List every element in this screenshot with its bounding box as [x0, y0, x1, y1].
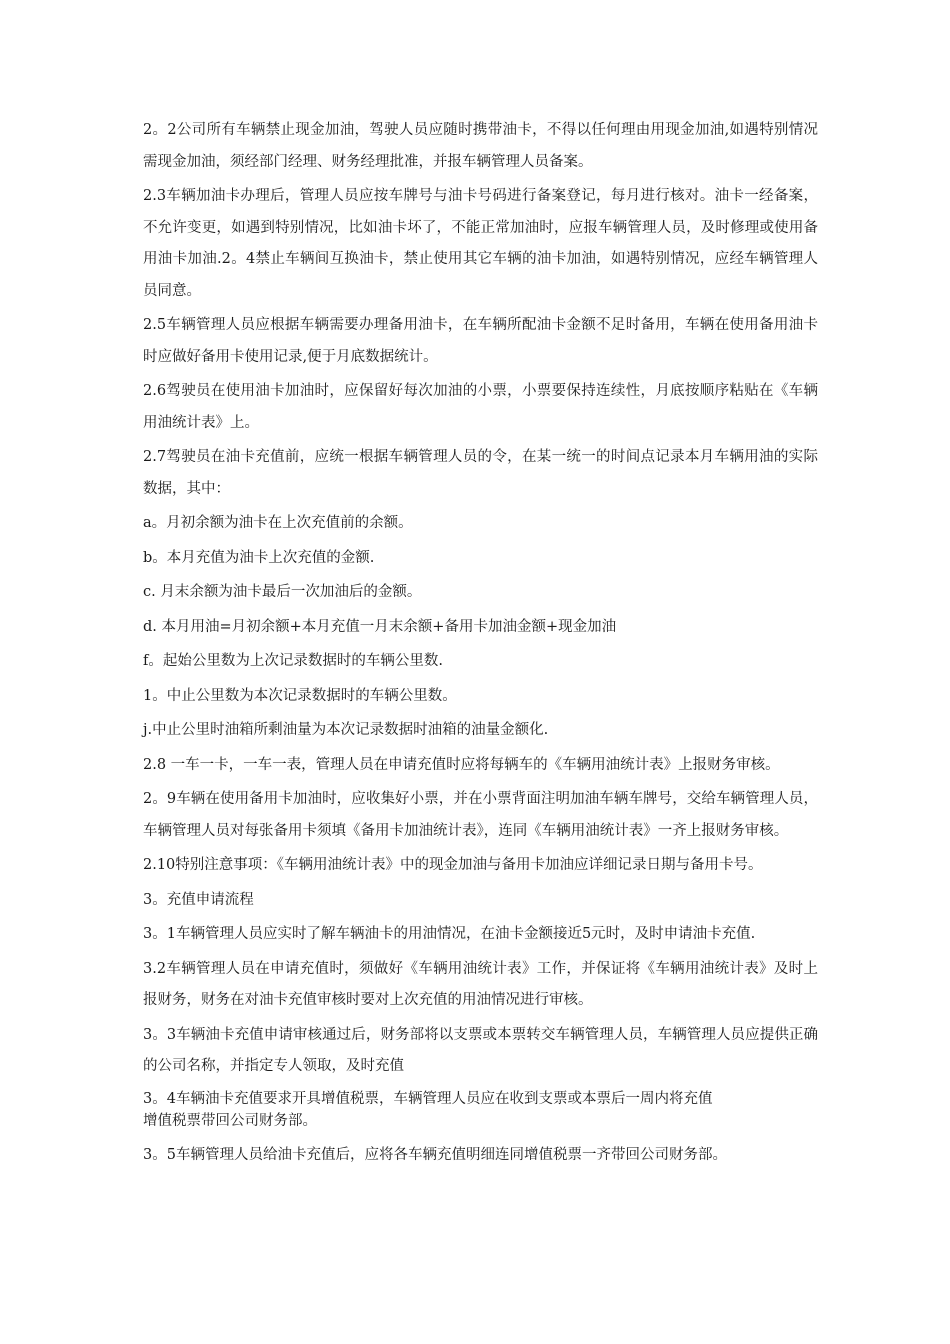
list-item-b: b。本月充值为油卡上次充值的金额.: [143, 549, 375, 566]
paragraph-3-4: 3。4车辆油卡充值要求开具增值税票，车辆管理人员应在收到支票或本票后一周内将充值 增值税票带回公司财务部。: [143, 1090, 713, 1129]
paragraph-2-2: 2。2公司所有车辆禁止现金加油，驾驶人员应随时携带油卡，不得以任何理由用现金加油,如遇特别情况需现金加油，须经部门经理、财务经理批准，并报车辆管理人员备案。: [143, 122, 818, 170]
paragraph-2-10: 2.10特别注意事项：《车辆用油统计表》中的现金加油与备用卡加油应详细记录日期与备用卡号。: [143, 857, 763, 873]
paragraph-3-2: 3.2车辆管理人员在申请充值时，须做好《车辆用油统计表》工作，并保证将《车辆用油统计表》及时上报财务，财务在对油卡充值审核时要对上次充值的用油情况进行审核。: [143, 960, 818, 1008]
paragraph-3-1: 3。1车辆管理人员应实时了解车辆油卡的用油情况，在油卡金额接近5元时，及时申请油卡充值.: [143, 926, 756, 942]
list-item-a: a。月初余额为油卡在上次充值前的余额。: [143, 515, 413, 531]
paragraph-3-3: 3。3车辆油卡充值申请审核通过后，财务部将以支票或本票转交车辆管理人员，车辆管理人员应提供正确的公司名称，并指定专人领取，及时充值: [143, 1026, 818, 1074]
paragraph-2-7: 2.7驾驶员在油卡充值前，应统一根据车辆管理人员的令，在某一统一的时间点记录本月车辆用油的实际数据，其中：: [143, 449, 818, 497]
paragraph-2-6: 2.6驾驶员在使用油卡加油时，应保留好每次加油的小票，小票要保持连续性，月底按顺序粘贴在《车辆用油统计表》上。: [143, 383, 818, 431]
paragraph-2-8: 2.8 一车一卡，一车一表，管理人员在申请充值时应将每辆车的《车辆用油统计表》上报财务审核。: [143, 756, 780, 773]
section-heading-3: 3。充值申请流程: [143, 891, 254, 908]
list-item-f: f。起始公里数为上次记录数据时的车辆公里数.: [143, 653, 443, 669]
list-item-1: 1。中止公里数为本次记录数据时的车辆公里数。: [143, 687, 457, 704]
document-body: [143, 115, 818, 1174]
paragraph-2-3: 2.3车辆加油卡办理后，管理人员应按车牌号与油卡号码进行备案登记，每月进行核对。油卡一经备案，不允许变更，如遇到特别情况，比如油卡坏了，不能正常加油时，应报车辆管理人员，及时修理或使用备用油卡加油.2。4禁止车辆间互换油卡，禁止使用其它车辆的油卡加油，如遇特别情况，应经车辆管理人员同意。: [143, 188, 818, 299]
list-item-c: c. 月末余额为油卡最后一次加油后的金额。: [143, 584, 422, 600]
list-item-d: d. 本月用油=月初余额+本月充值一月末余额+备用卡加油金额+现金加油: [143, 618, 617, 635]
paragraph-3-5: 3。5车辆管理人员给油卡充值后，应将各车辆充值明细连同增值税票一齐带回公司财务部。: [143, 1146, 727, 1163]
list-item-j: j.中止公里时油箱所剩油量为本次记录数据时油箱的油量金额化.: [143, 722, 549, 738]
paragraph-2-9: 2。9车辆在使用备用卡加油时，应收集好小票，并在小票背面注明加油车辆车牌号，交给车辆管理人员，车辆管理人员对每张备用卡须填《备用卡加油统计表》，连同《车辆用油统计表》一齐上报财务审核。: [143, 791, 818, 839]
paragraph-2-5: 2.5车辆管理人员应根据车辆需要办理备用油卡，在车辆所配油卡金额不足时备用，车辆在使用备用油卡时应做好备用卡使用记录,便于月底数据统计。: [143, 317, 818, 365]
